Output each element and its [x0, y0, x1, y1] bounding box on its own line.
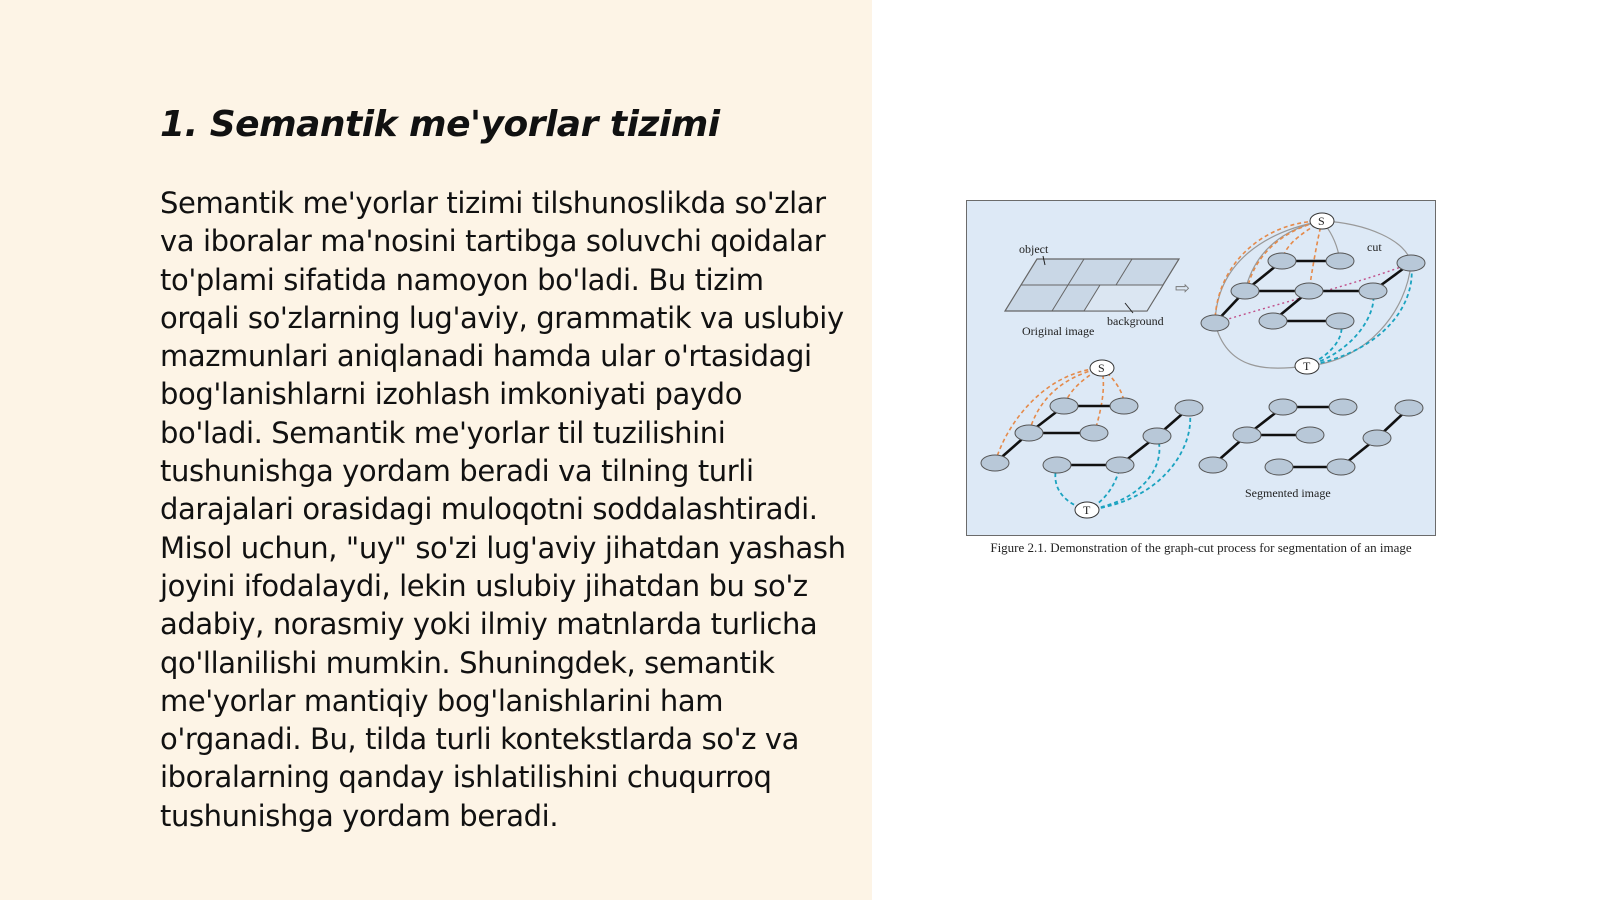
full-graph — [1201, 213, 1425, 374]
background-label: background — [1107, 314, 1164, 328]
sink-node-label-bottom: T — [1083, 503, 1091, 517]
graph-cut-figure — [966, 200, 1436, 536]
segmented-graph — [1199, 399, 1423, 475]
cut-label: cut — [1367, 240, 1382, 254]
slide-title: 1. Semantik me'yorlar tizimi — [160, 104, 720, 145]
segmented-image-label: Segmented image — [1245, 486, 1331, 500]
figure-caption: Figure 2.1. Demonstration of the graph-cut process for segmentation of an image — [990, 540, 1412, 555]
source-node-label-top: S — [1318, 214, 1325, 228]
original-image-grid — [1005, 259, 1179, 311]
cut-graph — [981, 360, 1203, 518]
graph-cut-illustration — [967, 201, 1435, 535]
original-image-label: Original image — [1022, 324, 1095, 338]
sink-node-label-top: T — [1303, 359, 1311, 373]
arrow-icon: ⇨ — [1175, 278, 1191, 299]
object-label: object — [1019, 242, 1049, 256]
slide-body-text: Semantik me'yorlar tizimi tilshunoslikda so'zlar va iboralar ma'nosini tartibga soluvchi qoidalar to'plami sifatida namoyon bo'ladi. Bu tizim orqali so'zlarning lug'aviy, grammatik va uslubiy mazmunlari aniqlanadi hamda ular o'rtasidagi bog'lanishlarni izohlash imkoniyati paydo bo'ladi. Semantik me'yorlar til tuzilishini tushunishga yordam beradi va tilning turli darajalari orasidagi muloqotni soddalashtiradi. Misol uchun, "uy" so'zi lug'aviy jihatdan yashash joyini ifodalaydi, lekin uslubiy jihatdan bu so'z adabiy, norasmiy yoki ilmiy matnlarda turlicha qo'llanilishi mumkin. Shuningdek, semantik me'yorlar mantiqiy bog'lanishlarini ham o'rganadi. Bu, tilda turli kontekstlarda so'z va iboralarning qanday ishlatilishini chuqurroq tushunishga yordam beradi. — [160, 186, 846, 833]
source-node-label-bottom: S — [1098, 361, 1105, 375]
